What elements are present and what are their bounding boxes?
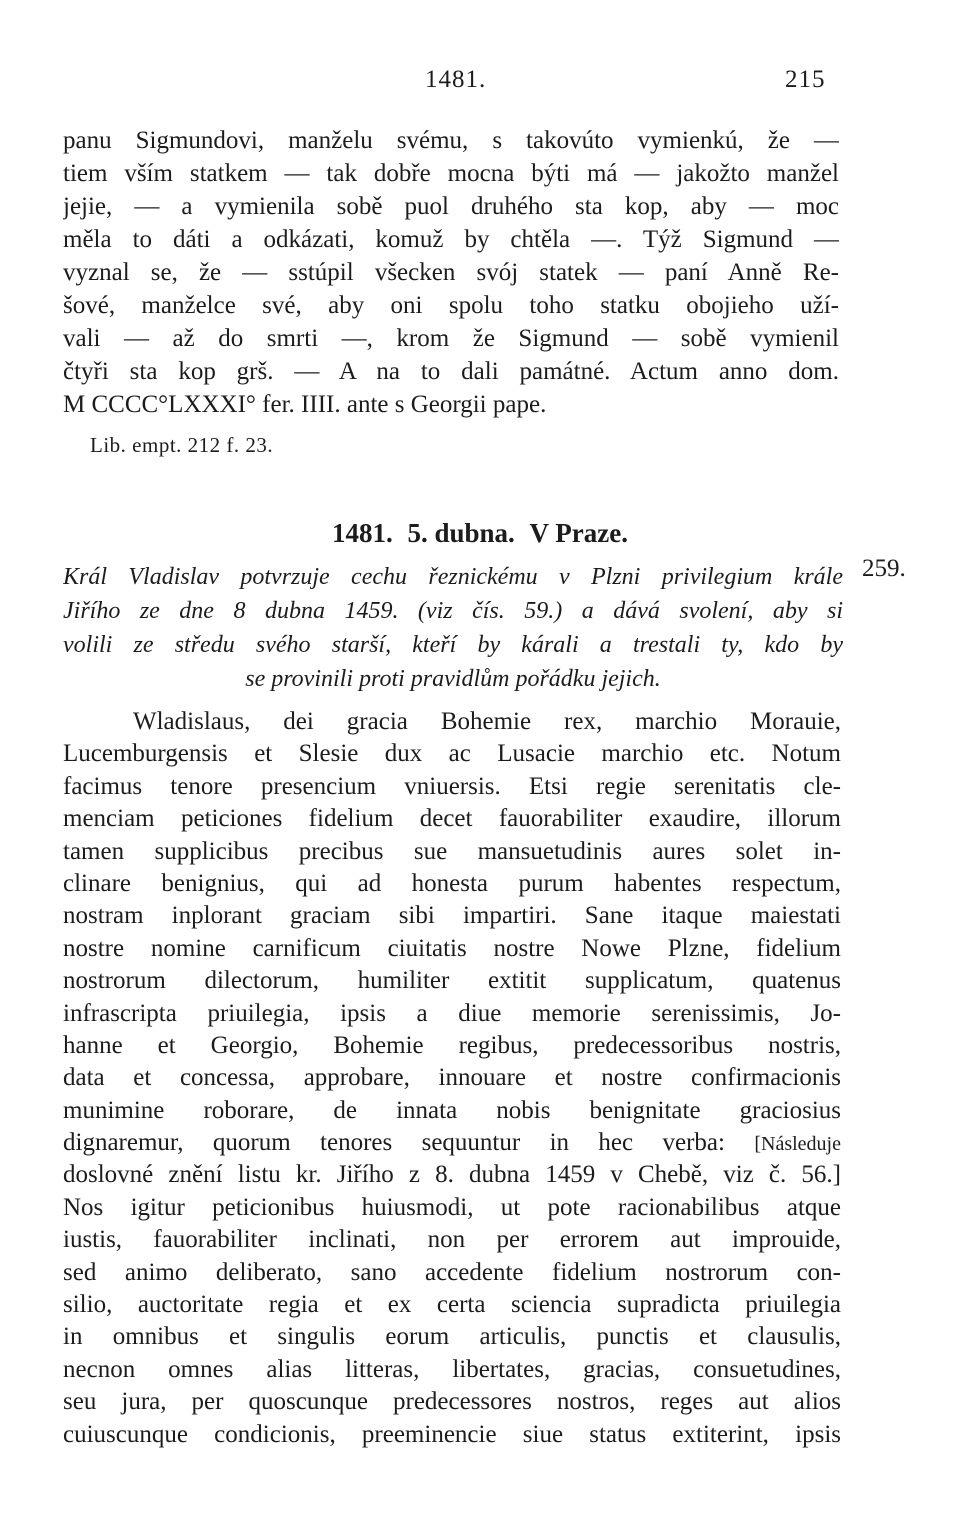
charter-text bbox=[63, 706, 841, 1451]
text-line: nostre nomine carnificum ciuitatis nostre Nowe Plzne, fidelium bbox=[63, 934, 841, 962]
text-line: vali — až do smrti —, krom že Sigmund — sobě vymienil bbox=[63, 325, 839, 352]
date-year: 1481. bbox=[331, 518, 393, 548]
text-line: menciam peticiones fidelium decet fauorabiliter exaudire, illorum bbox=[63, 805, 841, 833]
text-line: Nos igitur peticionibus huiusmodi, ut pote racionabilibus atque bbox=[63, 1193, 841, 1221]
text-line: šové, manželce své, aby oni spolu toho statku obojieho uží- bbox=[63, 292, 839, 319]
text-line: tiem vším statkem — tak dobře mocna býti má — jakožto manžel bbox=[63, 160, 839, 187]
regest-summary bbox=[63, 560, 843, 696]
text-line: nostram inplorant graciam sibi impartiri. Sane itaque maiestati bbox=[63, 902, 841, 930]
header-year: 1481. bbox=[425, 66, 487, 93]
text-line: clinare benignius, qui ad honesta purum habentes respectum, bbox=[63, 869, 841, 897]
text-line: čtyři sta kop grš. — A na to dali památné. Actum anno dom. bbox=[63, 358, 839, 385]
text-line: měla to dáti a odkázati, komuž by chtěla —. Týž Sigmund — bbox=[63, 226, 839, 253]
regest-line: Jiřího ze dne 8 dubna 1459. (viz čís. 59.) a dává svolení, aby si bbox=[63, 598, 843, 624]
text-line: data et concessa, approbare, innouare et nostre confirmacionis bbox=[63, 1064, 841, 1092]
date-place: V Praze. bbox=[529, 518, 629, 548]
text-line: tamen supplicibus precibus sue mansuetudinis aures solet in- bbox=[63, 837, 841, 865]
text-segment: dignaremur, quorum tenores sequuntur in hec verba: bbox=[63, 1129, 725, 1157]
regest-line: volili ze středu svého starší, kteří by kárali a trestali ty, kdo by bbox=[63, 632, 843, 658]
page-header bbox=[0, 66, 960, 106]
text-line: M CCCC°LXXXI° fer. IIII. ante s Georgii pape. bbox=[63, 391, 547, 418]
text-line: panu Sigmundovi, manželu svému, s takovúto vymienkú, že — bbox=[63, 127, 839, 154]
text-line: necnon omnes alias litteras, libertates, gracias, consuetudines, bbox=[63, 1355, 841, 1383]
source-reference: Lib. empt. 212 f. 23. bbox=[90, 433, 274, 457]
text-line: silio, auctoritate regia et ex certa sciencia supradicta priuilegia bbox=[63, 1291, 841, 1319]
text-line: infrascripta priuilegia, ipsis a diue memorie serenissimis, Jo- bbox=[63, 999, 841, 1027]
text-line: Lucemburgensis et Slesie dux ac Lusacie marchio etc. Notum bbox=[63, 740, 841, 768]
page-number: 215 bbox=[785, 66, 826, 93]
text-line: munimine roborare, de innata nobis benignitate graciosius bbox=[63, 1096, 841, 1124]
document-date-heading bbox=[0, 518, 960, 549]
text-line: sed animo deliberato, sano accedente fidelium nostrorum con- bbox=[63, 1258, 841, 1286]
text-line: vyznal se, že — sstúpil všecken svój statek — paní Anně Re- bbox=[63, 259, 839, 286]
document-number: 259. bbox=[862, 555, 906, 582]
date-day: 5. dubna. bbox=[407, 518, 515, 548]
text-line: iustis, fauorabiliter inclinati, non per errorem aut improuide, bbox=[63, 1226, 841, 1254]
editorial-note-start: [Následuje bbox=[754, 1133, 841, 1156]
text-line: hanne et Georgio, Bohemie regibus, predecessoribus nostris, bbox=[63, 1031, 841, 1059]
text-line: in omnibus et singulis eorum articulis, punctis et clausulis, bbox=[63, 1323, 841, 1351]
text-line: cuiuscunque condicionis, preeminencie siue status extiterint, ipsis bbox=[63, 1420, 841, 1448]
regest-line: se provinili proti pravidlům pořádku jejich. bbox=[245, 666, 661, 692]
text-line: seu jura, per quoscunque predecessores nostros, reges aut alios bbox=[63, 1388, 841, 1416]
text-line: jejie, — a vymienila sobě puol druhého sta kop, aby — moc bbox=[63, 193, 839, 220]
text-line: nostrorum dilectorum, humiliter extitit supplicatum, quatenus bbox=[63, 967, 841, 995]
regest-line: Král Vladislav potvrzuje cechu řeznickému v Plzni privilegium krále bbox=[63, 564, 843, 590]
entry-continuation bbox=[63, 124, 839, 421]
editorial-note: doslovné znění listu kr. Jiřího z 8. dubna 1459 v Chebě, viz č. 56.] bbox=[63, 1161, 841, 1189]
text-line: facimus tenore presencium vniuersis. Etsi regie serenitatis cle- bbox=[63, 772, 841, 800]
text-line: Wladislaus, dei gracia Bohemie rex, marchio Morauie, bbox=[133, 708, 841, 735]
text-line-with-note bbox=[63, 1127, 841, 1159]
